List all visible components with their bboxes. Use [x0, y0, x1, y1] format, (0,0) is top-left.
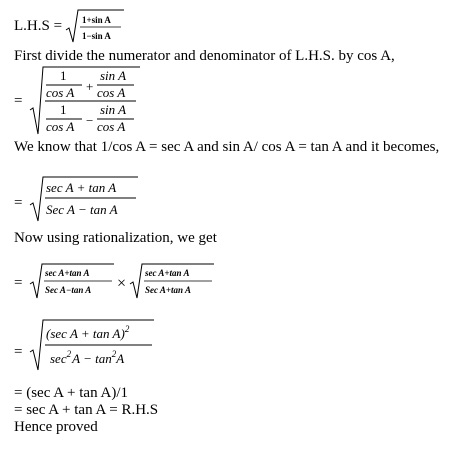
equals-sign-3: = — [14, 275, 23, 291]
text-line-6: Hence proved — [14, 419, 98, 435]
eq3-left-num: sec A+tan A — [45, 268, 90, 278]
eq1-bot-right-den: cos A — [97, 119, 126, 134]
eq3-left-den: Sec A−tan A — [45, 285, 92, 295]
eq1-sqrt — [30, 66, 150, 136]
eq1-top-left-num: 1 — [60, 68, 67, 83]
eq0-sqrt — [66, 8, 126, 48]
eq2-num: sec A + tan A — [46, 180, 117, 195]
eq3-right-sqrt — [130, 262, 220, 302]
eq2-sqrt — [30, 175, 150, 225]
eq1-plus: + — [86, 79, 94, 94]
eq0-num: 1+sin A — [82, 15, 111, 25]
equals-sign-4: = — [14, 344, 23, 360]
eq3-left-sqrt — [30, 262, 120, 302]
eq3-times: × — [117, 275, 127, 292]
text-line-3: Now using rationalization, we get — [14, 230, 217, 246]
eq1-top-left-den: cos A — [46, 85, 75, 100]
text-line-1: First divide the numerator and denominator of L.H.S. by cos A, — [14, 48, 395, 64]
eq4-sqrt — [30, 318, 160, 374]
eq1-minus: − — [86, 113, 94, 128]
equals-sign-1: = — [14, 93, 23, 109]
eq2-den: Sec A − tan A — [46, 202, 118, 217]
eq4-den: $\sec^2A - \tan^2A$ — [50, 349, 125, 366]
eq1-top-right-num: sin A — [100, 68, 127, 83]
eq1-top-right-den: cos A — [97, 85, 126, 100]
eq3-right-den: Sec A+tan A — [145, 285, 191, 295]
text-line-2: We know that 1/cos A = sec A and sin A/ cos A = tan A and it becomes, — [14, 139, 440, 155]
eq3-right-num: sec A+tan A — [145, 268, 190, 278]
text-line-4: = (sec A + tan A)/1 — [14, 385, 128, 401]
lhs-label: L.H.S = — [14, 18, 63, 34]
text-line-5: = sec A + tan A = R.H.S — [14, 402, 159, 418]
eq1-bot-right-num: sin A — [100, 102, 127, 117]
eq1-bot-left-den: cos A — [46, 119, 75, 134]
eq4-num: (sec A + tan A)$^2$ — [46, 324, 130, 341]
equals-sign-2: = — [14, 195, 23, 211]
eq0-den: 1−sin A — [82, 31, 111, 41]
eq1-bot-left-num: 1 — [60, 102, 67, 117]
